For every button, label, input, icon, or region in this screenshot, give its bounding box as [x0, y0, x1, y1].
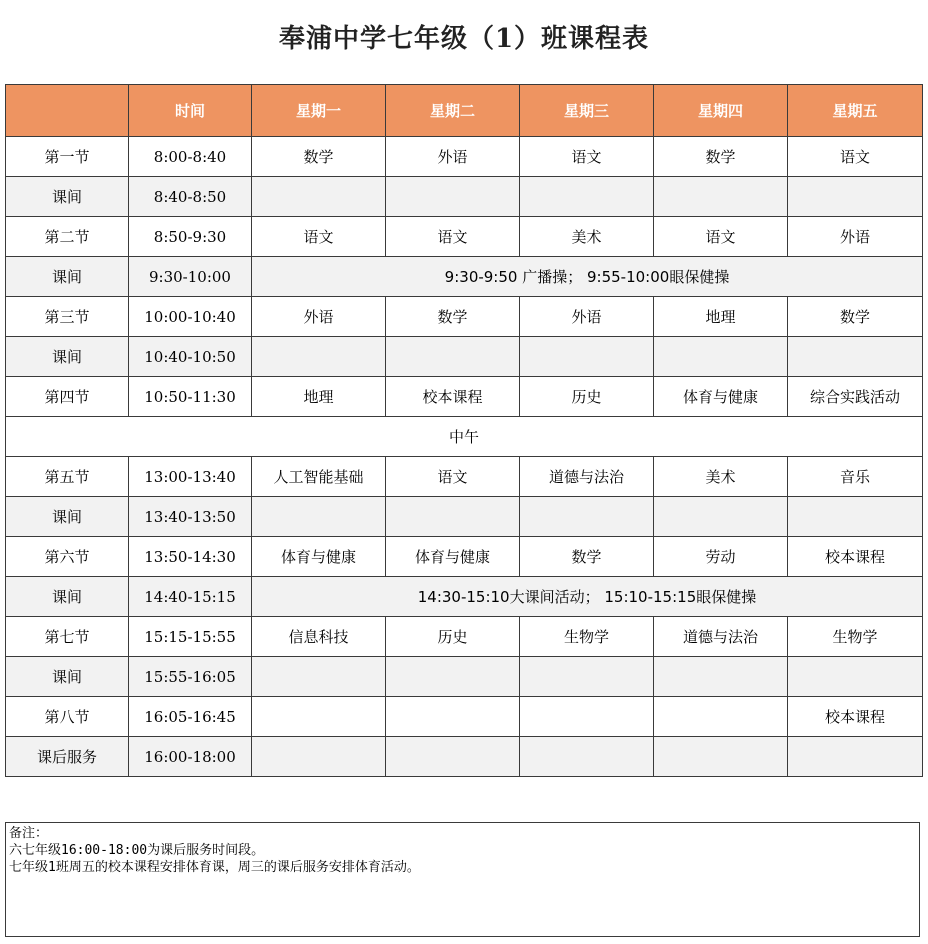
subject-cell-monday: 外语: [252, 297, 386, 337]
subject-cell-thursday: [654, 657, 788, 697]
subject-cell-thursday: [654, 337, 788, 377]
period-label: 第七节: [6, 617, 129, 657]
period-time: 15:15-15:55: [129, 617, 252, 657]
subject-cell-friday: [788, 337, 923, 377]
period-label: 课间: [6, 337, 129, 377]
subject-cell-monday: 信息科技: [252, 617, 386, 657]
subject-cell-friday: 音乐: [788, 457, 923, 497]
noon-label: 中午: [6, 417, 923, 457]
period-time: 13:00-13:40: [129, 457, 252, 497]
break-note: 9:30-9:50 广播操； 9:55-10:00眼保健操: [252, 257, 923, 297]
page-title: 奉浦中学七年级（1）班课程表: [278, 24, 650, 54]
subject-cell-wednesday: [520, 737, 654, 777]
subject-cell-friday: 生物学: [788, 617, 923, 657]
header-time: 时间: [129, 85, 252, 137]
subject-cell-friday: 外语: [788, 217, 923, 257]
header-monday: 星期一: [252, 85, 386, 137]
header-tuesday: 星期二: [386, 85, 520, 137]
lesson-row: [6, 457, 923, 497]
subject-cell-friday: 校本课程: [788, 697, 923, 737]
subject-cell-friday: [788, 737, 923, 777]
subject-cell-wednesday: 美术: [520, 217, 654, 257]
subject-cell-thursday: 地理: [654, 297, 788, 337]
period-label: 第八节: [6, 697, 129, 737]
subject-cell-tuesday: 体育与健康: [386, 537, 520, 577]
break-row: [6, 657, 923, 697]
break-row: [6, 577, 923, 617]
subject-cell-tuesday: 语文: [386, 457, 520, 497]
subject-cell-tuesday: [386, 697, 520, 737]
period-time: 10:50-11:30: [129, 377, 252, 417]
period-label: 课间: [6, 257, 129, 297]
subject-cell-friday: 校本课程: [788, 537, 923, 577]
subject-cell-tuesday: 校本课程: [386, 377, 520, 417]
period-label: 课后服务: [6, 737, 129, 777]
notes-line: 六七年级16:00-18:00为课后服务时间段。: [9, 843, 265, 858]
break-row: [6, 177, 923, 217]
subject-cell-thursday: 数学: [654, 137, 788, 177]
subject-cell-tuesday: [386, 737, 520, 777]
subject-cell-friday: [788, 177, 923, 217]
period-time: 16:05-16:45: [129, 697, 252, 737]
subject-cell-wednesday: [520, 697, 654, 737]
subject-cell-wednesday: 历史: [520, 377, 654, 417]
notes-heading: 备注：: [9, 826, 49, 841]
period-time: 13:50-14:30: [129, 537, 252, 577]
break-note: 14:30-15:10大课间活动； 15:10-15:15眼保健操: [252, 577, 923, 617]
period-time: 8:50-9:30: [129, 217, 252, 257]
subject-cell-thursday: 体育与健康: [654, 377, 788, 417]
lesson-row: [6, 217, 923, 257]
break-row: [6, 737, 923, 777]
subject-cell-monday: 体育与健康: [252, 537, 386, 577]
subject-cell-friday: 数学: [788, 297, 923, 337]
subject-cell-tuesday: 历史: [386, 617, 520, 657]
subject-cell-monday: 语文: [252, 217, 386, 257]
period-time: 14:40-15:15: [129, 577, 252, 617]
header-row: [6, 85, 923, 137]
lesson-row: [6, 297, 923, 337]
header-thursday: 星期四: [654, 85, 788, 137]
subject-cell-wednesday: [520, 337, 654, 377]
subject-cell-monday: [252, 737, 386, 777]
subject-cell-thursday: [654, 737, 788, 777]
period-label: 第一节: [6, 137, 129, 177]
period-label: 第四节: [6, 377, 129, 417]
period-label: 第三节: [6, 297, 129, 337]
subject-cell-wednesday: 数学: [520, 537, 654, 577]
period-time: 8:40-8:50: [129, 177, 252, 217]
subject-cell-thursday: 道德与法治: [654, 617, 788, 657]
subject-cell-monday: [252, 177, 386, 217]
subject-cell-tuesday: [386, 337, 520, 377]
noon-row: [6, 417, 923, 457]
period-time: 9:30-10:00: [129, 257, 252, 297]
header-wednesday: 星期三: [520, 85, 654, 137]
subject-cell-monday: [252, 657, 386, 697]
period-label: 第五节: [6, 457, 129, 497]
subject-cell-thursday: 美术: [654, 457, 788, 497]
subject-cell-monday: 数学: [252, 137, 386, 177]
subject-cell-tuesday: [386, 497, 520, 537]
subject-cell-wednesday: [520, 497, 654, 537]
period-time: 16:00-18:00: [129, 737, 252, 777]
subject-cell-tuesday: 外语: [386, 137, 520, 177]
subject-cell-wednesday: 生物学: [520, 617, 654, 657]
period-time: 8:00-8:40: [129, 137, 252, 177]
period-label: 课间: [6, 177, 129, 217]
period-label: 课间: [6, 497, 129, 537]
header-friday: 星期五: [788, 85, 923, 137]
subject-cell-monday: 地理: [252, 377, 386, 417]
lesson-row: [6, 377, 923, 417]
lesson-row: [6, 697, 923, 737]
subject-cell-thursday: [654, 697, 788, 737]
lesson-row: [6, 617, 923, 657]
subject-cell-friday: [788, 657, 923, 697]
subject-cell-friday: 综合实践活动: [788, 377, 923, 417]
subject-cell-tuesday: 语文: [386, 217, 520, 257]
lesson-row: [6, 137, 923, 177]
subject-cell-monday: 人工智能基础: [252, 457, 386, 497]
notes-line: 七年级1班周五的校本课程安排体育课，周三的课后服务安排体育活动。: [9, 860, 420, 875]
subject-cell-tuesday: [386, 657, 520, 697]
period-time: 10:40-10:50: [129, 337, 252, 377]
subject-cell-tuesday: [386, 177, 520, 217]
subject-cell-monday: [252, 337, 386, 377]
lesson-row: [6, 537, 923, 577]
subject-cell-friday: 语文: [788, 137, 923, 177]
subject-cell-wednesday: 外语: [520, 297, 654, 337]
subject-cell-monday: [252, 697, 386, 737]
subject-cell-wednesday: 道德与法治: [520, 457, 654, 497]
break-row: [6, 497, 923, 537]
period-time: 10:00-10:40: [129, 297, 252, 337]
notes-box: [5, 822, 920, 937]
subject-cell-thursday: [654, 177, 788, 217]
period-label: 第六节: [6, 537, 129, 577]
header-corner: [6, 85, 129, 137]
subject-cell-wednesday: [520, 177, 654, 217]
subject-cell-wednesday: 语文: [520, 137, 654, 177]
subject-cell-thursday: 语文: [654, 217, 788, 257]
period-time: 13:40-13:50: [129, 497, 252, 537]
subject-cell-tuesday: 数学: [386, 297, 520, 337]
subject-cell-monday: [252, 497, 386, 537]
subject-cell-friday: [788, 497, 923, 537]
period-label: 第二节: [6, 217, 129, 257]
period-label: 课间: [6, 577, 129, 617]
break-row: [6, 257, 923, 297]
break-row: [6, 337, 923, 377]
subject-cell-thursday: 劳动: [654, 537, 788, 577]
subject-cell-thursday: [654, 497, 788, 537]
subject-cell-wednesday: [520, 657, 654, 697]
schedule-table: [5, 84, 923, 777]
period-time: 15:55-16:05: [129, 657, 252, 697]
period-label: 课间: [6, 657, 129, 697]
